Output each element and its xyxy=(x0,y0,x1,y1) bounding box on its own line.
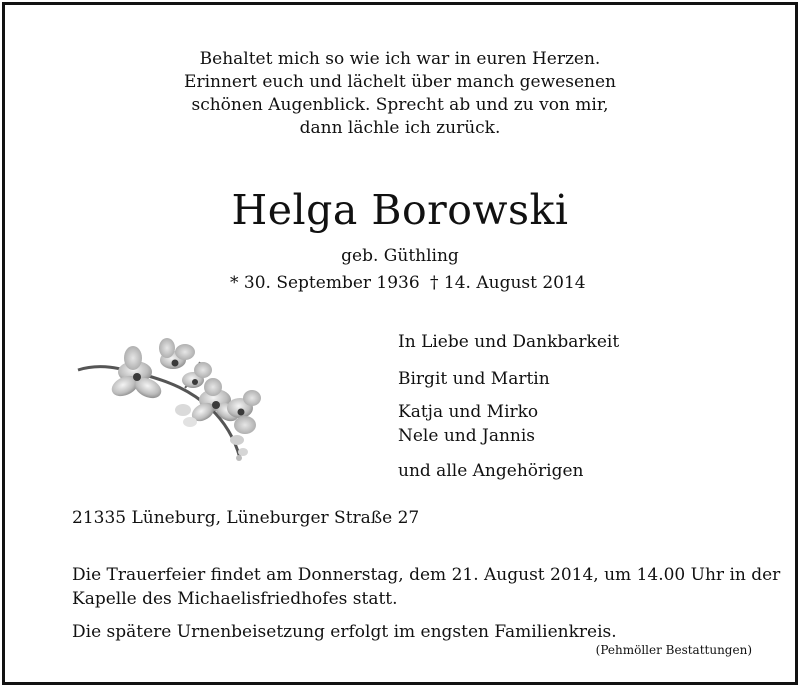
quote-line: dann lächle ich zurück. xyxy=(299,118,501,138)
mourner-name: Katja und Mirko xyxy=(398,402,539,422)
burial-info: Die spätere Urnenbeisetzung erfolgt im engsten Familienkreis. xyxy=(72,622,617,642)
memorial-quote xyxy=(0,48,800,140)
mourner-outro: und alle Angehörigen xyxy=(398,461,584,481)
mourner-name: Nele und Jannis xyxy=(398,426,536,446)
birth-date: * 30. September 1936 xyxy=(230,273,420,293)
mourner-name: Birgit und Martin xyxy=(398,369,550,389)
orchid-branch-icon xyxy=(75,330,270,465)
address: 21335 Lüneburg, Lüneburger Straße 27 xyxy=(72,508,420,528)
funeral-line: Die Trauerfeier findet am Donnerstag, dem 21. August 2014, um 14.00 Uhr in der xyxy=(72,565,781,585)
maiden-name: geb. Güthling xyxy=(341,246,459,266)
quote-line: schönen Augenblick. Sprecht ab und zu von mir, xyxy=(191,95,609,115)
deceased-name: Helga Borowski xyxy=(231,186,569,234)
quote-line: Behaltet mich so wie ich war in euren Herzen. xyxy=(199,49,601,69)
funeral-info xyxy=(72,563,780,611)
death-date: † 14. August 2014 xyxy=(430,273,586,293)
quote-line: Erinnert euch und lächelt über manch gewesenen xyxy=(184,72,616,92)
mourner-intro: In Liebe und Dankbarkeit xyxy=(398,332,620,352)
funeral-line: Kapelle des Michaelisfriedhofes statt. xyxy=(72,589,398,609)
undertaker-credit: (Pehmöller Bestattungen) xyxy=(595,643,752,657)
